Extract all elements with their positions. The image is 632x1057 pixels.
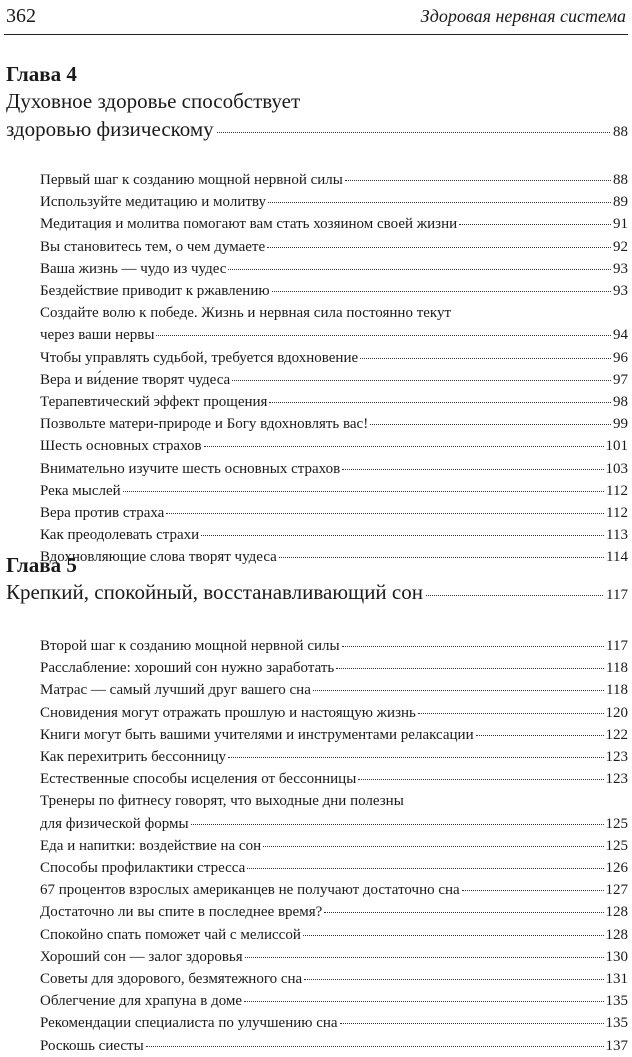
dot-leader xyxy=(358,779,603,780)
toc-entry-text: Роскошь сиесты xyxy=(40,1037,144,1054)
toc-entry-text: для физической формы xyxy=(40,815,189,832)
dot-leader xyxy=(156,335,611,336)
toc-entry-text: Шесть основных страхов xyxy=(40,438,202,455)
toc-entry xyxy=(40,502,628,524)
chapter-title-line: Крепкий, спокойный, восстанавливающий сон xyxy=(6,580,423,604)
toc-entry-text: Бездействие приводит к ржавлению xyxy=(40,283,270,300)
toc-entry-page: 114 xyxy=(606,549,628,566)
dot-leader xyxy=(462,890,604,891)
dot-leader xyxy=(476,735,604,736)
toc-entry-list xyxy=(6,635,628,1057)
toc-entry-text: Расслабление: хороший сон нужно заработать xyxy=(40,660,335,677)
toc-entry xyxy=(40,435,628,457)
toc-entry xyxy=(40,968,628,990)
page-number: 362 xyxy=(6,5,36,27)
toc-entry-page: 127 xyxy=(605,882,628,899)
toc-entry-text: Книги могут быть вашими учителями и инструментами релаксации xyxy=(40,726,474,743)
dot-leader xyxy=(303,935,604,936)
chapter-4-section xyxy=(6,62,628,569)
dot-leader xyxy=(426,595,603,596)
dot-leader xyxy=(340,1023,604,1024)
dot-leader xyxy=(146,1046,604,1047)
toc-entry-text: Внимательно изучите шесть основных страхов xyxy=(40,460,341,477)
dot-leader xyxy=(304,979,603,980)
toc-entry-text: Ваша жизнь — чудо из чудес xyxy=(40,260,227,277)
toc-entry-text: через ваши нервы xyxy=(40,327,155,344)
toc-entry-text: Вера и ви́дение творят чудеса xyxy=(40,371,231,388)
toc-entry-page: 112 xyxy=(606,482,628,499)
chapter-title-line: здоровью физическому xyxy=(6,117,214,141)
toc-entry-page: 96 xyxy=(613,349,628,366)
toc-entry xyxy=(40,480,628,502)
dot-leader xyxy=(123,491,604,492)
toc-entry xyxy=(40,280,628,302)
toc-entry xyxy=(40,901,628,923)
dot-leader xyxy=(345,180,611,181)
running-header xyxy=(4,0,628,35)
toc-entry xyxy=(40,369,628,391)
toc-entry-text: Тренеры по фитнесу говорят, что выходные дни полезны xyxy=(40,793,404,810)
toc-entry xyxy=(40,391,628,413)
toc-entry xyxy=(40,169,628,191)
chapter-title-last-line xyxy=(6,115,628,146)
toc-entry-page: 91 xyxy=(613,216,628,233)
toc-entry-page: 118 xyxy=(606,682,628,699)
dot-leader xyxy=(201,535,604,536)
dot-leader xyxy=(342,469,603,470)
toc-entry-page: 112 xyxy=(606,505,628,522)
toc-entry xyxy=(40,946,628,968)
toc-entry-text: Еда и напитки: воздействие на сон xyxy=(40,837,262,854)
chapter-label: Глава 5 xyxy=(6,553,77,577)
toc-entry-page: 126 xyxy=(605,860,628,877)
toc-entry xyxy=(40,768,628,790)
toc-entry xyxy=(40,213,628,235)
dot-leader xyxy=(342,646,604,647)
toc-entry xyxy=(40,191,628,213)
toc-entry-text: Позвольте матери-природе и Богу вдохновлять вас! xyxy=(40,416,369,433)
toc-entry-text: Первый шаг к созданию мощной нервной силы xyxy=(40,172,343,188)
dot-leader xyxy=(217,132,610,133)
toc-entry xyxy=(40,413,628,435)
toc-entry xyxy=(40,924,628,946)
toc-entry xyxy=(40,236,628,258)
toc-entry xyxy=(40,879,628,901)
dot-leader xyxy=(244,1001,603,1002)
toc-entry xyxy=(40,857,628,879)
chapter-title xyxy=(6,87,628,146)
toc-entry-text: Способы профилактики стресса xyxy=(40,860,246,877)
toc-entry-page: 128 xyxy=(605,926,628,943)
toc-entry-page: 117 xyxy=(606,638,628,654)
dot-leader xyxy=(263,846,603,847)
toc-entry-text: Естественные способы исцеления от бессонницы xyxy=(40,771,357,788)
toc-entry xyxy=(40,813,628,835)
toc-entry-page: 98 xyxy=(613,394,628,411)
toc-entry xyxy=(40,1012,628,1034)
dot-leader xyxy=(268,202,611,203)
toc-entry-text: Вера против страха xyxy=(40,505,165,522)
running-title: Здоровая нервная система xyxy=(420,6,626,26)
dot-leader xyxy=(228,757,604,758)
toc-entry-text: Второй шаг к созданию мощной нервной силы xyxy=(40,638,340,654)
toc-entry-text: Река мыслей xyxy=(40,482,121,499)
toc-entry-page: 92 xyxy=(613,238,628,255)
toc-entry-text: Чтобы управлять судьбой, требуется вдохновение xyxy=(40,349,359,366)
toc-entry-page: 130 xyxy=(605,948,628,965)
toc-entry-text: Вы становитесь тем, о чем думаете xyxy=(40,238,266,255)
toc-entry-text: Как перехитрить бессонницу xyxy=(40,749,226,766)
dot-leader xyxy=(370,424,611,425)
toc-entry-text: Облегчение для храпуна в доме xyxy=(40,993,243,1010)
chapter-title-line: Духовное здоровье способствует xyxy=(6,89,301,113)
toc-entry-page: 93 xyxy=(613,260,628,277)
dot-leader xyxy=(228,269,611,270)
toc-entry-text: Как преодолевать страхи xyxy=(40,527,200,544)
dot-leader xyxy=(272,291,611,292)
dot-leader xyxy=(269,402,611,403)
dot-leader xyxy=(191,824,604,825)
chapter-label: Глава 4 xyxy=(6,62,77,86)
dot-leader xyxy=(336,668,604,669)
toc-entry xyxy=(40,724,628,746)
toc-entry-page: 135 xyxy=(605,993,628,1010)
toc-entry xyxy=(40,524,628,546)
toc-entry-list xyxy=(6,169,628,569)
toc-entry-text: Достаточно ли вы спите в последнее время? xyxy=(40,904,323,921)
toc-entry-page: 101 xyxy=(605,438,628,455)
toc-entry-page: 125 xyxy=(605,837,628,854)
toc-entry-page: 97 xyxy=(613,371,628,388)
chapter-title-last-line xyxy=(6,578,628,609)
toc-entry-text: Используйте медитацию и молитву xyxy=(40,194,266,211)
toc-entry xyxy=(40,258,628,280)
toc-entry-text: 67 процентов взрослых американцев не получают достаточно сна xyxy=(40,882,460,899)
toc-entry-page: 120 xyxy=(605,704,628,721)
toc-entry xyxy=(40,746,628,768)
toc-entry-page: 118 xyxy=(606,660,628,677)
dot-leader xyxy=(313,690,604,691)
toc-entry xyxy=(40,990,628,1012)
dot-leader xyxy=(324,912,603,913)
dot-leader xyxy=(418,713,604,714)
toc-entry-text: Спокойно спать поможет чай с мелиссой xyxy=(40,926,301,943)
toc-entry xyxy=(40,702,628,724)
dot-leader xyxy=(166,513,604,514)
dot-leader xyxy=(267,247,611,248)
toc-entry-page: 123 xyxy=(605,749,628,766)
toc-entry xyxy=(40,657,628,679)
toc-entry-text: Советы для здорового, безмятежного сна xyxy=(40,971,303,988)
toc-entry-text: Вдохновляющие слова творят чудеса xyxy=(40,549,277,566)
toc-entry-page: 94 xyxy=(613,327,628,344)
chapter-page-number: 117 xyxy=(606,587,628,603)
chapter-page-number: 88 xyxy=(613,124,628,140)
chapter-title xyxy=(6,578,628,609)
toc-entry xyxy=(40,835,628,857)
toc-entry-text: Хороший сон — залог здоровья xyxy=(40,948,243,965)
toc-entry-page: 122 xyxy=(605,726,628,743)
toc-entry xyxy=(40,324,628,346)
toc-entry-page: 125 xyxy=(605,815,628,832)
toc-entry-page: 88 xyxy=(613,172,628,188)
dot-leader xyxy=(245,957,604,958)
toc-entry-text: Терапевтический эффект прощения xyxy=(40,394,268,411)
chapter-5-section xyxy=(6,553,628,1057)
toc-entry-page: 113 xyxy=(606,527,628,544)
dot-leader xyxy=(204,446,604,447)
toc-entry-page: 89 xyxy=(613,194,628,211)
toc-entry-page: 128 xyxy=(605,904,628,921)
toc-entry-page: 103 xyxy=(605,460,628,477)
toc-entry xyxy=(40,635,628,657)
toc-entry xyxy=(40,1035,628,1057)
toc-entry-page: 135 xyxy=(605,1015,628,1032)
toc-entry-page: 93 xyxy=(613,283,628,300)
toc-entry-text: Медитация и молитва помогают вам стать хозяином своей жизни xyxy=(40,216,458,233)
toc-entry-text: Матрас — самый лучший друг вашего сна xyxy=(40,682,311,699)
dot-leader xyxy=(360,358,611,359)
toc-entry-page: 131 xyxy=(605,971,628,988)
dot-leader xyxy=(459,224,611,225)
toc-entry-page: 137 xyxy=(605,1037,628,1054)
toc-entry xyxy=(40,347,628,369)
toc-entry xyxy=(40,679,628,701)
toc-entry-page: 99 xyxy=(613,416,628,433)
dot-leader xyxy=(247,868,603,869)
dot-leader xyxy=(232,380,611,381)
toc-entry-text: Создайте волю к победе. Жизнь и нервная сила постоянно текут xyxy=(40,305,452,322)
toc-entry-page: 123 xyxy=(605,771,628,788)
toc-entry-text: Рекомендации специалиста по улучшению сна xyxy=(40,1015,338,1032)
toc-entry-text: Сновидения могут отражать прошлую и настоящую жизнь xyxy=(40,704,416,721)
toc-entry xyxy=(40,458,628,480)
